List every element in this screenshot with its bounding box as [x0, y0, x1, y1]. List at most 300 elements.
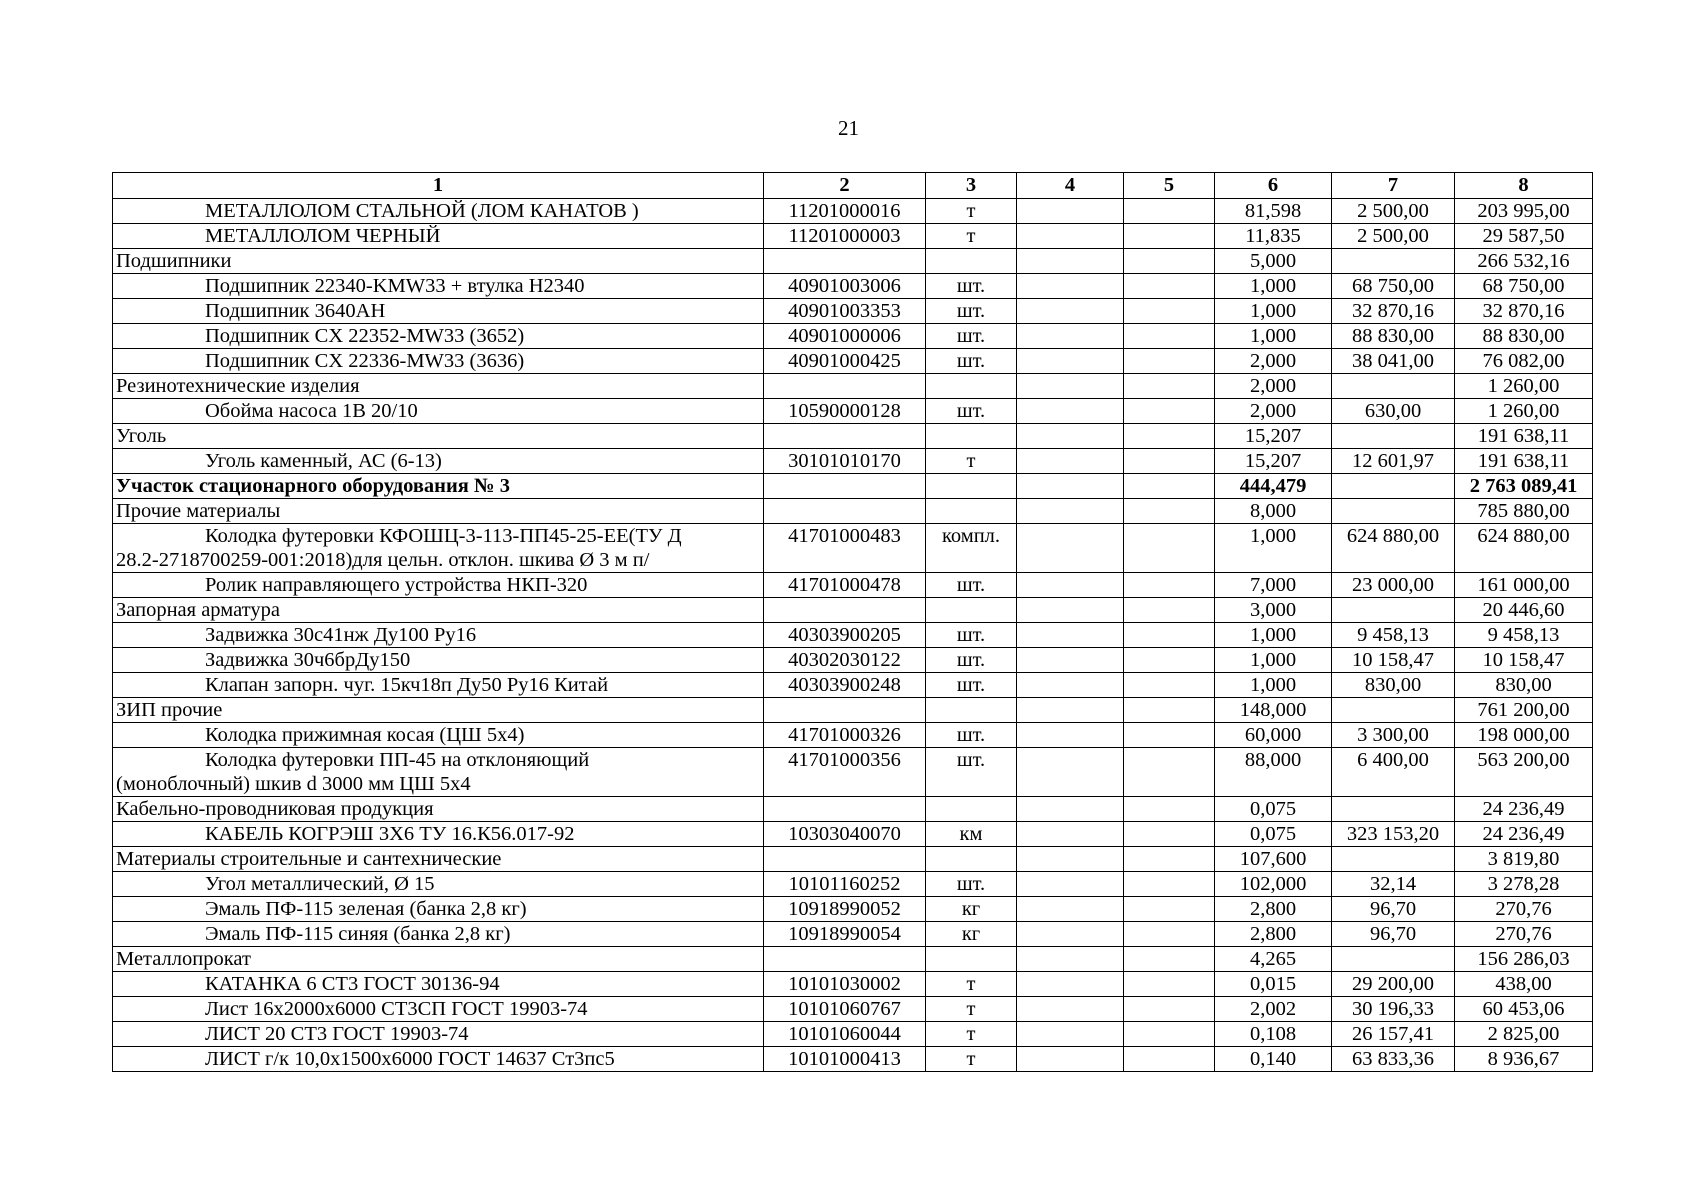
- unit-cell: шт.: [926, 573, 1017, 598]
- col4-cell: [1017, 748, 1124, 797]
- col4-cell: [1017, 698, 1124, 723]
- col5-cell: [1124, 947, 1215, 972]
- quantity-cell: 1,000: [1215, 673, 1332, 698]
- header-row: [113, 173, 1593, 199]
- sum-cell: 60 453,06: [1455, 997, 1593, 1022]
- code-cell: [764, 847, 926, 872]
- name-cell: Кабельно-проводниковая продукция: [113, 797, 764, 822]
- quantity-cell: 60,000: [1215, 723, 1332, 748]
- price-cell: 624 880,00: [1332, 524, 1455, 573]
- name-cell: Подшипник 22340-KMW33 + втулка H2340: [113, 274, 764, 299]
- unit-cell: т: [926, 1047, 1017, 1072]
- quantity-cell: 0,108: [1215, 1022, 1332, 1047]
- column-header: 3: [926, 173, 1017, 199]
- code-cell: 40303900248: [764, 673, 926, 698]
- quantity-cell: 148,000: [1215, 698, 1332, 723]
- column-header: 1: [113, 173, 764, 199]
- table-row: [113, 897, 1593, 922]
- unit-cell: шт.: [926, 872, 1017, 897]
- unit-cell: т: [926, 997, 1017, 1022]
- unit-cell: [926, 598, 1017, 623]
- code-cell: 10101160252: [764, 872, 926, 897]
- sum-cell: 563 200,00: [1455, 748, 1593, 797]
- quantity-cell: 1,000: [1215, 274, 1332, 299]
- unit-cell: [926, 947, 1017, 972]
- code-cell: 30101010170: [764, 449, 926, 474]
- col4-cell: [1017, 797, 1124, 822]
- name-cell: Материалы строительные и сантехнические: [113, 847, 764, 872]
- price-cell: 23 000,00: [1332, 573, 1455, 598]
- unit-cell: [926, 249, 1017, 274]
- name-line: 28.2-2718700259-001:2018)для цельн. отклон. шкива Ø 3 м п/: [116, 549, 650, 571]
- code-cell: 40901000006: [764, 324, 926, 349]
- code-cell: 41701000483: [764, 524, 926, 573]
- col5-cell: [1124, 822, 1215, 847]
- sum-cell: 24 236,49: [1455, 797, 1593, 822]
- unit-cell: т: [926, 199, 1017, 224]
- col4-cell: [1017, 847, 1124, 872]
- unit-cell: шт.: [926, 324, 1017, 349]
- name-line: (моноблочный) шкив d 3000 мм ЦШ 5х4: [116, 773, 471, 795]
- code-cell: 40303900205: [764, 623, 926, 648]
- unit-cell: компл.: [926, 524, 1017, 573]
- materials-table: [112, 172, 1593, 1072]
- code-cell: 10918990052: [764, 897, 926, 922]
- unit-cell: шт.: [926, 299, 1017, 324]
- table-body: [113, 199, 1593, 1072]
- col4-cell: [1017, 349, 1124, 374]
- code-cell: [764, 947, 926, 972]
- col4-cell: [1017, 474, 1124, 499]
- page-number: 21: [838, 116, 859, 140]
- col4-cell: [1017, 424, 1124, 449]
- unit-cell: шт.: [926, 399, 1017, 424]
- table-row: [113, 524, 1593, 573]
- table-row: [113, 922, 1593, 947]
- name-cell: ЗИП прочие: [113, 698, 764, 723]
- unit-cell: т: [926, 449, 1017, 474]
- price-cell: 88 830,00: [1332, 324, 1455, 349]
- table-row: [113, 324, 1593, 349]
- col5-cell: [1124, 922, 1215, 947]
- table-row: [113, 399, 1593, 424]
- quantity-cell: 5,000: [1215, 249, 1332, 274]
- sum-cell: 191 638,11: [1455, 424, 1593, 449]
- name-cell: Участок стационарного оборудования № 3: [113, 474, 764, 499]
- col4-cell: [1017, 573, 1124, 598]
- name-cell: ЛИСТ г/к 10,0х1500х6000 ГОСТ 14637 Ст3пс5: [113, 1047, 764, 1072]
- name-cell: Запорная арматура: [113, 598, 764, 623]
- group-row: [113, 249, 1593, 274]
- col5-cell: [1124, 723, 1215, 748]
- name-cell: МЕТАЛЛОЛОМ СТАЛЬНОЙ (ЛОМ КАНАТОВ ): [113, 199, 764, 224]
- name-cell: КАТАНКА 6 СТ3 ГОСТ 30136-94: [113, 972, 764, 997]
- unit-cell: [926, 374, 1017, 399]
- code-cell: 40302030122: [764, 648, 926, 673]
- name-line: Колодка футеровки КФОШЦ-3-113-ПП45-25-ЕЕ(ТУ Д: [205, 525, 682, 547]
- quantity-cell: 2,002: [1215, 997, 1332, 1022]
- price-cell: [1332, 424, 1455, 449]
- name-cell: Лист 16х2000х6000 СТ3СП ГОСТ 19903-74: [113, 997, 764, 1022]
- col5-cell: [1124, 623, 1215, 648]
- quantity-cell: 1,000: [1215, 299, 1332, 324]
- col5-cell: [1124, 847, 1215, 872]
- col5-cell: [1124, 573, 1215, 598]
- sum-cell: 438,00: [1455, 972, 1593, 997]
- group-row: [113, 424, 1593, 449]
- col4-cell: [1017, 524, 1124, 573]
- table-row: [113, 224, 1593, 249]
- group-row: [113, 947, 1593, 972]
- quantity-cell: 444,479: [1215, 474, 1332, 499]
- col5-cell: [1124, 598, 1215, 623]
- col4-cell: [1017, 274, 1124, 299]
- table-row: [113, 1047, 1593, 1072]
- col4-cell: [1017, 623, 1124, 648]
- code-cell: 41701000326: [764, 723, 926, 748]
- price-cell: 68 750,00: [1332, 274, 1455, 299]
- col5-cell: [1124, 449, 1215, 474]
- col4-cell: [1017, 1022, 1124, 1047]
- sum-cell: 624 880,00: [1455, 524, 1593, 573]
- col5-cell: [1124, 1022, 1215, 1047]
- col5-cell: [1124, 748, 1215, 797]
- price-cell: 10 158,47: [1332, 648, 1455, 673]
- col4-cell: [1017, 997, 1124, 1022]
- quantity-cell: 2,800: [1215, 897, 1332, 922]
- col5-cell: [1124, 1047, 1215, 1072]
- col4-cell: [1017, 972, 1124, 997]
- table-row: [113, 972, 1593, 997]
- col5-cell: [1124, 324, 1215, 349]
- price-cell: 38 041,00: [1332, 349, 1455, 374]
- code-cell: 40901003006: [764, 274, 926, 299]
- price-cell: 30 196,33: [1332, 997, 1455, 1022]
- quantity-cell: 4,265: [1215, 947, 1332, 972]
- price-cell: 29 200,00: [1332, 972, 1455, 997]
- quantity-cell: 2,800: [1215, 922, 1332, 947]
- sum-cell: 266 532,16: [1455, 249, 1593, 274]
- quantity-cell: 0,140: [1215, 1047, 1332, 1072]
- col4-cell: [1017, 822, 1124, 847]
- unit-cell: [926, 698, 1017, 723]
- sum-cell: 191 638,11: [1455, 449, 1593, 474]
- table-row: [113, 573, 1593, 598]
- col5-cell: [1124, 797, 1215, 822]
- quantity-cell: 2,000: [1215, 374, 1332, 399]
- quantity-cell: 1,000: [1215, 524, 1332, 573]
- name-cell: Подшипники: [113, 249, 764, 274]
- column-header: 4: [1017, 173, 1124, 199]
- col4-cell: [1017, 249, 1124, 274]
- quantity-cell: 1,000: [1215, 648, 1332, 673]
- col5-cell: [1124, 698, 1215, 723]
- col4-cell: [1017, 648, 1124, 673]
- price-cell: [1332, 598, 1455, 623]
- col4-cell: [1017, 449, 1124, 474]
- quantity-cell: 88,000: [1215, 748, 1332, 797]
- code-cell: 10303040070: [764, 822, 926, 847]
- unit-cell: т: [926, 1022, 1017, 1047]
- unit-cell: [926, 499, 1017, 524]
- quantity-cell: 81,598: [1215, 199, 1332, 224]
- sum-cell: 1 260,00: [1455, 374, 1593, 399]
- name-cell: Резинотехнические изделия: [113, 374, 764, 399]
- table-row: [113, 997, 1593, 1022]
- name-cell: Металлопрокат: [113, 947, 764, 972]
- sum-cell: 761 200,00: [1455, 698, 1593, 723]
- unit-cell: шт.: [926, 274, 1017, 299]
- unit-cell: шт.: [926, 673, 1017, 698]
- unit-cell: км: [926, 822, 1017, 847]
- code-cell: 10918990054: [764, 922, 926, 947]
- col5-cell: [1124, 673, 1215, 698]
- table-row: [113, 673, 1593, 698]
- code-cell: 10101030002: [764, 972, 926, 997]
- unit-cell: т: [926, 972, 1017, 997]
- sum-cell: 156 286,03: [1455, 947, 1593, 972]
- quantity-cell: 1,000: [1215, 324, 1332, 349]
- column-header: 7: [1332, 173, 1455, 199]
- column-header: 2: [764, 173, 926, 199]
- group-row: [113, 797, 1593, 822]
- price-cell: 6 400,00: [1332, 748, 1455, 797]
- group-row: [113, 847, 1593, 872]
- sum-cell: 32 870,16: [1455, 299, 1593, 324]
- quantity-cell: 0,015: [1215, 972, 1332, 997]
- col5-cell: [1124, 349, 1215, 374]
- unit-cell: [926, 847, 1017, 872]
- code-cell: 10101060767: [764, 997, 926, 1022]
- col4-cell: [1017, 897, 1124, 922]
- col5-cell: [1124, 399, 1215, 424]
- col4-cell: [1017, 598, 1124, 623]
- price-cell: 26 157,41: [1332, 1022, 1455, 1047]
- price-cell: 2 500,00: [1332, 224, 1455, 249]
- table-row: [113, 822, 1593, 847]
- col4-cell: [1017, 872, 1124, 897]
- sum-cell: 88 830,00: [1455, 324, 1593, 349]
- sum-cell: 2 763 089,41: [1455, 474, 1593, 499]
- sum-cell: 3 278,28: [1455, 872, 1593, 897]
- price-cell: [1332, 474, 1455, 499]
- code-cell: 40901003353: [764, 299, 926, 324]
- price-cell: [1332, 374, 1455, 399]
- col4-cell: [1017, 1047, 1124, 1072]
- table-row: [113, 1022, 1593, 1047]
- table-row: [113, 299, 1593, 324]
- unit-cell: шт.: [926, 623, 1017, 648]
- price-cell: 830,00: [1332, 673, 1455, 698]
- col5-cell: [1124, 997, 1215, 1022]
- unit-cell: шт.: [926, 723, 1017, 748]
- col5-cell: [1124, 274, 1215, 299]
- price-cell: 9 458,13: [1332, 623, 1455, 648]
- code-cell: [764, 249, 926, 274]
- name-cell: Ролик направляющего устройства НКП-320: [113, 573, 764, 598]
- col5-cell: [1124, 299, 1215, 324]
- col4-cell: [1017, 673, 1124, 698]
- col4-cell: [1017, 324, 1124, 349]
- col4-cell: [1017, 299, 1124, 324]
- quantity-cell: 2,000: [1215, 399, 1332, 424]
- quantity-cell: 0,075: [1215, 822, 1332, 847]
- col4-cell: [1017, 399, 1124, 424]
- price-cell: 63 833,36: [1332, 1047, 1455, 1072]
- unit-cell: [926, 797, 1017, 822]
- table-row: [113, 274, 1593, 299]
- code-cell: [764, 424, 926, 449]
- unit-cell: шт.: [926, 648, 1017, 673]
- sum-cell: 198 000,00: [1455, 723, 1593, 748]
- column-header: 8: [1455, 173, 1593, 199]
- price-cell: [1332, 847, 1455, 872]
- group-row: [113, 698, 1593, 723]
- quantity-cell: 3,000: [1215, 598, 1332, 623]
- price-cell: 96,70: [1332, 897, 1455, 922]
- price-cell: 32,14: [1332, 872, 1455, 897]
- name-cell: ЛИСТ 20 СТ3 ГОСТ 19903-74: [113, 1022, 764, 1047]
- group-row: [113, 374, 1593, 399]
- unit-cell: т: [926, 224, 1017, 249]
- sum-cell: 2 825,00: [1455, 1022, 1593, 1047]
- price-cell: 323 153,20: [1332, 822, 1455, 847]
- price-cell: 32 870,16: [1332, 299, 1455, 324]
- code-cell: 10590000128: [764, 399, 926, 424]
- name-line: Колодка футеровки ПП-45 на отклоняющий: [205, 749, 590, 771]
- sum-cell: 10 158,47: [1455, 648, 1593, 673]
- sum-cell: 29 587,50: [1455, 224, 1593, 249]
- col4-cell: [1017, 922, 1124, 947]
- sum-cell: 830,00: [1455, 673, 1593, 698]
- col5-cell: [1124, 424, 1215, 449]
- price-cell: [1332, 499, 1455, 524]
- col5-cell: [1124, 224, 1215, 249]
- code-cell: [764, 797, 926, 822]
- col4-cell: [1017, 499, 1124, 524]
- unit-cell: шт.: [926, 748, 1017, 797]
- name-cell: Подшипник 3640АН: [113, 299, 764, 324]
- name-cell: КАБЕЛЬ КОГРЭШ 3Х6 ТУ 16.К56.017-92: [113, 822, 764, 847]
- unit-cell: [926, 424, 1017, 449]
- quantity-cell: 15,207: [1215, 424, 1332, 449]
- table-row: [113, 349, 1593, 374]
- code-cell: [764, 598, 926, 623]
- group-row: [113, 499, 1593, 524]
- col5-cell: [1124, 499, 1215, 524]
- col4-cell: [1017, 224, 1124, 249]
- col5-cell: [1124, 972, 1215, 997]
- quantity-cell: 2,000: [1215, 349, 1332, 374]
- quantity-cell: 7,000: [1215, 573, 1332, 598]
- quantity-cell: 8,000: [1215, 499, 1332, 524]
- name-cell: Клапан запорн. чуг. 15кч18п Ду50 Ру16 Китай: [113, 673, 764, 698]
- code-cell: [764, 698, 926, 723]
- price-cell: 630,00: [1332, 399, 1455, 424]
- sum-cell: 76 082,00: [1455, 349, 1593, 374]
- unit-cell: [926, 474, 1017, 499]
- price-cell: [1332, 797, 1455, 822]
- col5-cell: [1124, 897, 1215, 922]
- sum-cell: 203 995,00: [1455, 199, 1593, 224]
- col4-cell: [1017, 199, 1124, 224]
- code-cell: 11201000003: [764, 224, 926, 249]
- sum-cell: 20 446,60: [1455, 598, 1593, 623]
- code-cell: 10101000413: [764, 1047, 926, 1072]
- sum-cell: 9 458,13: [1455, 623, 1593, 648]
- quantity-cell: 107,600: [1215, 847, 1332, 872]
- price-cell: 96,70: [1332, 922, 1455, 947]
- sum-cell: 161 000,00: [1455, 573, 1593, 598]
- col5-cell: [1124, 374, 1215, 399]
- code-cell: 41701000356: [764, 748, 926, 797]
- name-cell: МЕТАЛЛОЛОМ ЧЕРНЫЙ: [113, 224, 764, 249]
- table-row: [113, 872, 1593, 897]
- col5-cell: [1124, 524, 1215, 573]
- name-cell: [113, 524, 764, 573]
- table-row: [113, 748, 1593, 797]
- group-row: [113, 598, 1593, 623]
- column-header: 5: [1124, 173, 1215, 199]
- table-row: [113, 623, 1593, 648]
- name-cell: [113, 748, 764, 797]
- sum-cell: 24 236,49: [1455, 822, 1593, 847]
- table-row: [113, 449, 1593, 474]
- table-row: [113, 723, 1593, 748]
- price-cell: 2 500,00: [1332, 199, 1455, 224]
- table-row: [113, 648, 1593, 673]
- code-cell: [764, 374, 926, 399]
- name-cell: Уголь: [113, 424, 764, 449]
- name-cell: Эмаль ПФ-115 синяя (банка 2,8 кг): [113, 922, 764, 947]
- unit-cell: кг: [926, 922, 1017, 947]
- quantity-cell: 15,207: [1215, 449, 1332, 474]
- section-row: [113, 474, 1593, 499]
- price-cell: [1332, 947, 1455, 972]
- sum-cell: 785 880,00: [1455, 499, 1593, 524]
- sum-cell: 270,76: [1455, 922, 1593, 947]
- col5-cell: [1124, 648, 1215, 673]
- col4-cell: [1017, 723, 1124, 748]
- code-cell: 41701000478: [764, 573, 926, 598]
- sum-cell: 270,76: [1455, 897, 1593, 922]
- column-header: 6: [1215, 173, 1332, 199]
- name-cell: Колодка прижимная косая (ЦШ 5х4): [113, 723, 764, 748]
- price-cell: [1332, 698, 1455, 723]
- name-cell: Подшипник CX 22352-MW33 (3652): [113, 324, 764, 349]
- code-cell: 40901000425: [764, 349, 926, 374]
- name-cell: Подшипник CX 22336-MW33 (3636): [113, 349, 764, 374]
- code-cell: [764, 499, 926, 524]
- col5-cell: [1124, 199, 1215, 224]
- col5-cell: [1124, 474, 1215, 499]
- sum-cell: 1 260,00: [1455, 399, 1593, 424]
- name-cell: Уголь каменный, АС (6-13): [113, 449, 764, 474]
- name-cell: Обойма насоса 1В 20/10: [113, 399, 764, 424]
- quantity-cell: 0,075: [1215, 797, 1332, 822]
- quantity-cell: 102,000: [1215, 872, 1332, 897]
- sum-cell: 68 750,00: [1455, 274, 1593, 299]
- price-cell: 3 300,00: [1332, 723, 1455, 748]
- unit-cell: шт.: [926, 349, 1017, 374]
- name-cell: Эмаль ПФ-115 зеленая (банка 2,8 кг): [113, 897, 764, 922]
- table-row: [113, 199, 1593, 224]
- col5-cell: [1124, 872, 1215, 897]
- quantity-cell: 11,835: [1215, 224, 1332, 249]
- price-cell: [1332, 249, 1455, 274]
- col5-cell: [1124, 249, 1215, 274]
- code-cell: 10101060044: [764, 1022, 926, 1047]
